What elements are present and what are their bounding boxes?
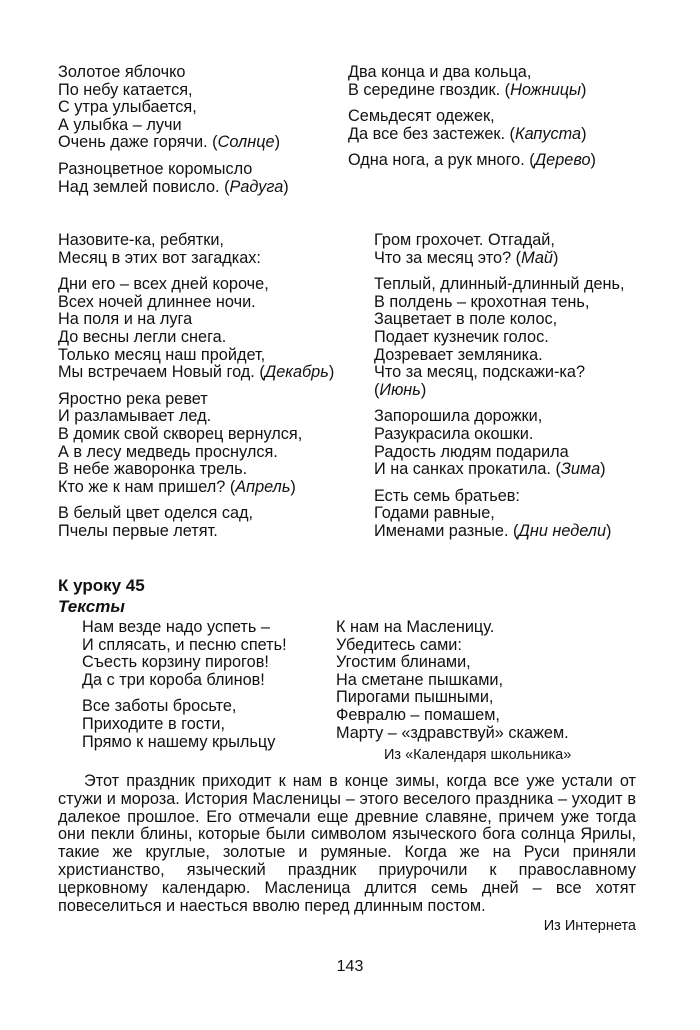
page-number: 143 bbox=[336, 958, 364, 975]
verse-line: До весны легли снега. bbox=[58, 327, 227, 346]
riddle-cabbage bbox=[348, 108, 596, 143]
verse-line: Убедитесь сами: bbox=[336, 635, 462, 654]
verse-line: С утра улыбается, bbox=[58, 98, 197, 117]
riddle-answer: Июнь bbox=[379, 380, 421, 399]
verse-line: Приходите в гости, bbox=[82, 714, 225, 733]
verse-line: По небу катается, bbox=[58, 80, 193, 99]
verse-line: Годами равные, bbox=[374, 504, 495, 523]
verse-line: Яростно река ревет bbox=[58, 389, 208, 408]
riddle-may-start bbox=[58, 505, 334, 540]
riddle-answer: Солнце bbox=[217, 133, 275, 152]
verse-line: Прямо к нашему крыльцу bbox=[82, 732, 276, 751]
verse-line: Золотое яблочко bbox=[58, 63, 186, 81]
verse-line: Семьдесят одежек, bbox=[348, 107, 495, 126]
poem-stanza bbox=[82, 619, 287, 689]
verse-line: Теплый, длинный-длинный день, bbox=[374, 275, 625, 294]
verse-line: Гром грохочет. Отгадай, bbox=[374, 231, 555, 249]
verse-line: Марту – «здравствуй» скажем. bbox=[336, 723, 569, 742]
verse-line: Да все без застежек. (Капуста) bbox=[348, 124, 587, 143]
verse-line: Нам везде надо успеть – bbox=[82, 618, 270, 636]
poem-source: Из «Календаря школьника» bbox=[384, 747, 572, 763]
verse-line: В середине гвоздик. (Ножницы) bbox=[348, 80, 587, 99]
verse-line: Февралю – помашем, bbox=[336, 705, 500, 724]
verse-line: А улыбка – лучи bbox=[58, 115, 182, 134]
riddle-answer: Апрель bbox=[235, 477, 291, 496]
poem-stanza bbox=[82, 698, 287, 751]
riddle-tree bbox=[348, 152, 596, 170]
verse-line: Есть семь братьев: bbox=[374, 486, 520, 505]
verse-line: В полдень – крохотная тень, bbox=[374, 292, 590, 311]
riddle-june bbox=[374, 276, 625, 399]
riddle-answer: Дерево bbox=[534, 151, 591, 170]
verse-line: Угостим блинами, bbox=[336, 653, 471, 672]
verse-line: Только месяц наш пройдет, bbox=[58, 345, 266, 364]
riddle-weekdays bbox=[374, 488, 625, 541]
verse-line: Кто же к нам пришел? (Апрель) bbox=[58, 477, 296, 496]
verse-line: В белый цвет оделся сад, bbox=[58, 504, 254, 523]
riddle-scissors bbox=[348, 64, 596, 99]
verse-line: Месяц в этих вот загадках: bbox=[58, 248, 261, 267]
riddle-answer: Дни недели bbox=[518, 521, 607, 540]
lesson-heading: К уроку 45 bbox=[58, 576, 145, 595]
riddles-right bbox=[348, 64, 596, 170]
riddle-april bbox=[58, 391, 334, 497]
riddle-answer: Декабрь bbox=[264, 363, 329, 382]
verse-line: Съесть корзину пирогов! bbox=[82, 653, 269, 672]
verse-line: На сметане пышками, bbox=[336, 670, 504, 689]
verse-line: Запорошила дорожки, bbox=[374, 407, 543, 426]
verse-line: Радость людям подарила bbox=[374, 442, 569, 461]
verse-line: Над землей повисло. (Радуга) bbox=[58, 177, 289, 196]
verse-line: А в лесу медведь проснулся. bbox=[58, 442, 278, 461]
riddle-sun bbox=[58, 64, 289, 152]
verse-line: Что за месяц, подскажи-ка? bbox=[374, 363, 586, 382]
verse-line: В небе жаворонка трель. bbox=[58, 460, 248, 479]
maslenitsa-paragraph: Этот праздник приходит к нам в конце зимы, когда все уже устали от стужи и мороза. История Масленицы – этого веселого праздника – уходит в далекое прошлое. Его отмечали еще древние славяне, причем уже тогда они пекли блины, которые были символом языческого бога солнца Ярилы, такие же круглые, золотые и румяные. Когда же на Руси приняли христианство, языческий праздник приурочили к православному церковному календарю. Масленица длится семь дней – все хотят повеселиться и наесться вволю перед длинным постом. bbox=[58, 772, 636, 915]
verse-line: В домик свой скворец вернулся, bbox=[58, 424, 303, 443]
verse-line: Все заботы бросьте, bbox=[82, 697, 237, 716]
verse-line: Всех ночей длиннее ночи. bbox=[58, 292, 256, 311]
riddle-answer: Радуга bbox=[229, 177, 284, 196]
verse-line: И сплясать, и песню спеть! bbox=[82, 635, 287, 654]
verse-line: Именами разные. (Дни недели) bbox=[374, 521, 612, 540]
verse-line: Очень даже горячи. (Солнце) bbox=[58, 133, 280, 152]
verse-line: Разукрасила окошки. bbox=[374, 424, 534, 443]
verse-line: Подает кузнечик голос. bbox=[374, 327, 549, 346]
verse-line: Дозревает земляника. bbox=[374, 345, 543, 364]
riddle-may bbox=[374, 232, 625, 267]
riddle-answer: Зима bbox=[560, 460, 601, 479]
riddle-answer: Ножницы bbox=[510, 80, 582, 99]
verse-line: Пчелы первые летят. bbox=[58, 521, 218, 540]
verse-line: Что за месяц это? (Май) bbox=[374, 248, 559, 267]
verse-line: На поля и на луга bbox=[58, 310, 193, 329]
riddles-left bbox=[58, 64, 289, 196]
riddle-rainbow bbox=[58, 161, 289, 196]
verse-line: Пирогами пышными, bbox=[336, 688, 494, 707]
verse-line: (Июнь) bbox=[374, 380, 427, 399]
verse-line: Да с три короба блинов! bbox=[82, 670, 265, 689]
verse-line: Разноцветное коромысло bbox=[58, 159, 253, 178]
verse-line: И на санках прокатила. (Зима) bbox=[374, 460, 606, 479]
texts-subheading: Тексты bbox=[58, 597, 125, 616]
poem-right bbox=[336, 619, 569, 742]
verse-line: Дни его – всех дней короче, bbox=[58, 275, 269, 294]
verse-line: Одна нога, а рук много. (Дерево) bbox=[348, 151, 596, 170]
months-intro bbox=[58, 232, 334, 267]
paragraph-source: Из Интернета bbox=[543, 918, 636, 934]
verse-line: Мы встречаем Новый год. (Декабрь) bbox=[58, 363, 335, 382]
verse-line: К нам на Масленицу. bbox=[336, 618, 495, 636]
verse-line: Два конца и два кольца, bbox=[348, 63, 532, 81]
poem-left bbox=[82, 619, 287, 751]
riddle-winter bbox=[374, 408, 625, 478]
riddle-answer: Капуста bbox=[514, 124, 582, 143]
verse-line: Назовите-ка, ребятки, bbox=[58, 231, 224, 249]
months-right bbox=[374, 232, 625, 541]
verse-line: И разламывает лед. bbox=[58, 407, 212, 426]
months-left bbox=[58, 232, 334, 541]
riddle-december bbox=[58, 276, 334, 382]
verse-line: Зацветает в поле колос, bbox=[374, 310, 558, 329]
riddle-answer: Май bbox=[521, 248, 553, 267]
